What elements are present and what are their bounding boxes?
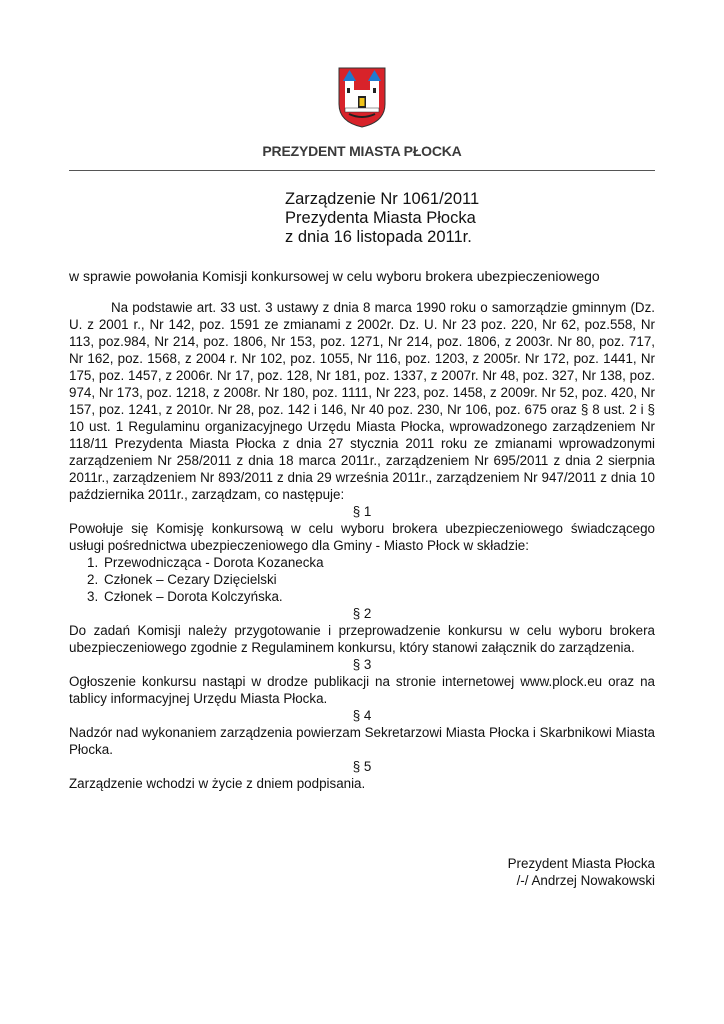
- document-subject: w sprawie powołania Komisji konkursowej w celu wyboru brokera ubezpieczeniowego: [69, 268, 600, 284]
- section-mark-2: § 2: [352, 606, 372, 621]
- list-item-text: Członek – Dorota Kolczyńska.: [104, 589, 283, 604]
- section-text-3: Ogłoszenie konkursu nastąpi w drodze publikacji na stronie internetowej www.plock.eu oraz na tablicy informacyjnej Urzędu Miasta Płocka.: [69, 674, 655, 706]
- list-item-text: Przewodnicząca - Dorota Kozanecka: [104, 555, 324, 570]
- section-mark-1: § 1: [352, 504, 372, 519]
- section-mark-5: § 5: [352, 759, 372, 774]
- title-line-issuer: Prezydenta Miasta Płocka: [285, 209, 476, 227]
- coat-of-arms-icon: [337, 66, 387, 128]
- signature-block: [508, 855, 655, 889]
- document-title: [285, 190, 479, 247]
- document-body: [69, 299, 655, 792]
- list-item-number: 3.: [87, 589, 99, 604]
- section-mark-4: § 4: [352, 708, 372, 723]
- list-item-number: 1.: [87, 555, 99, 570]
- list-item-number: 2.: [87, 572, 99, 587]
- committee-members-list: [69, 554, 655, 605]
- section-text-1: Powołuje się Komisję konkursową w celu wyboru brokera ubezpieczeniowego świadczącego usługi pośrednictwa ubezpieczeniowego dla Gminy - Miasto Płock w składzie:: [69, 521, 655, 553]
- list-item: [69, 571, 655, 588]
- section-text-4: Nadzór nad wykonaniem zarządzenia powierzam Sekretarzowi Miasta Płocka i Skarbnikowi Miasta Płocka.: [69, 725, 655, 757]
- list-item-text: Członek – Cezary Dzięcielski: [104, 572, 277, 587]
- legal-basis-paragraph: Na podstawie art. 33 ust. 3 ustawy z dnia 8 marca 1990 roku o samorządzie gminnym (Dz. U. z 2001 r., Nr 142, poz. 1591 ze zmianami z 2002r. Dz. U. Nr 23 poz. 220, Nr 62, poz.558, Nr 113, poz.984, Nr 214, poz. 1806, Nr 153, poz. 1271, Nr 214, poz. 1806, z 2003r. Nr 80, poz. 717, Nr 162, poz. 1568, z 2004 r. Nr 102, poz. 1055, Nr 116, poz. 1203, z 2005r. Nr 172, poz. 1441, Nr 175, poz. 1457, z 2006r. Nr 17, poz. 128, Nr 181, poz. 1337, z 2007r. Nr 48, poz. 327, Nr 138, poz. 974, Nr 173, poz. 1218, z 2008r. Nr 180, poz. 1111, Nr 223, poz. 1458, z 2009r. Nr 52, poz. 420, Nr 157, poz. 1241, z 2010r. Nr 28, poz. 142 i 146, Nr 40 poz. 230, Nr 106, poz. 675 oraz § 8 ust. 2 i § 10 ust. 1 Regulaminu organizacyjnego Urzędu Miasta Płocka, wprowadzonego zarządzeniem Nr 118/11 Prezydenta Miasta Płocka z dnia 27 stycznia 2011 roku ze zmianami wprowadzonymi zarządzeniem Nr 258/2011 z dnia 18 marca 2011r., zarządzeniem Nr 695/2011 z dnia 2 sierpnia 2011r., zarządzeniem Nr 893/2011 z dnia 29 września 2011r., zarządzeniem Nr 947/2011 z dnia 10 października 2011r., zarządzam, co następuje:: [69, 300, 655, 502]
- title-line-number: Zarządzenie Nr 1061/2011: [285, 190, 480, 208]
- title-line-date: z dnia 16 listopada 2011r.: [285, 228, 472, 246]
- section-text-5: Zarządzenie wchodzi w życie z dniem podpisania.: [69, 776, 366, 791]
- header-divider: [69, 170, 655, 171]
- signature-title: Prezydent Miasta Płocka: [507, 856, 655, 871]
- section-text-2: Do zadań Komisji należy przygotowanie i przeprowadzenie konkursu w celu wyboru brokera ubezpieczeniowego zgodnie z Regulaminem konkursu, który stanowi załącznik do zarządzenia.: [69, 623, 655, 655]
- office-heading: PREZYDENT MIASTA PŁOCKA: [262, 143, 462, 159]
- list-item: [69, 554, 655, 571]
- signature-name: /-/ Andrzej Nowakowski: [516, 873, 655, 888]
- list-item: [69, 588, 655, 605]
- section-mark-3: § 3: [352, 657, 372, 672]
